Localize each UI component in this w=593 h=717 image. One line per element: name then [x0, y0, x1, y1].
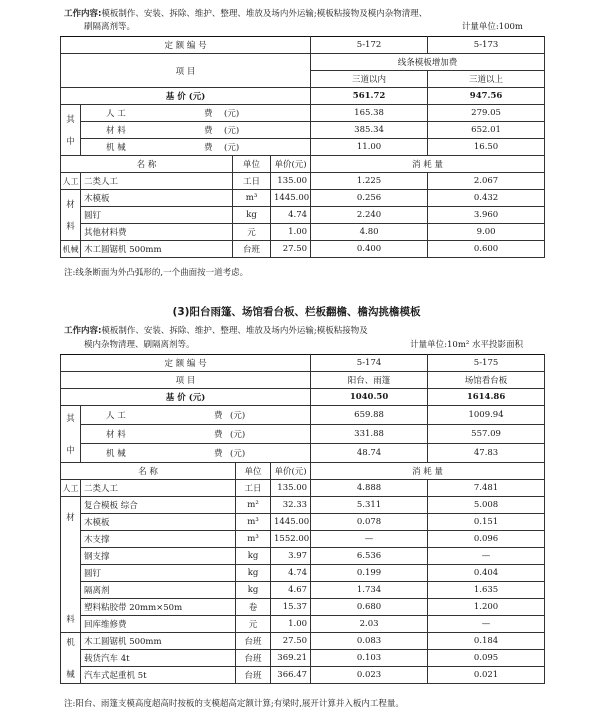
work-content-text: 模板制作、安装、拆除、维护、整理、堆放及场内外运输;模板粘接物及模内杂物清理、 — [101, 9, 428, 19]
row-unit: 卷 — [236, 599, 271, 616]
breakdown-value: 11.00 — [311, 139, 428, 156]
quota-code: 5-173 — [428, 37, 545, 54]
row-value: 7.481 — [428, 480, 545, 497]
breakdown-value: 279.05 — [428, 105, 545, 122]
item-label: 项 目 — [61, 54, 311, 88]
base-price-label: 基 价 (元) — [61, 389, 311, 406]
breakdown-row: 人 工 费 (元) — [81, 105, 311, 122]
quota-no-label: 定 额 编 号 — [61, 37, 311, 54]
row-unit: 台班 — [236, 633, 271, 650]
base-price: 561.72 — [311, 88, 428, 105]
row-unit: kg — [236, 548, 271, 565]
row-price: 27.50 — [271, 633, 311, 650]
col-header-consume: 消 耗 量 — [311, 156, 545, 173]
row-value: 0.680 — [311, 599, 428, 616]
col-header-price: 单价(元) — [271, 463, 311, 480]
row-name: 其他材料费 — [81, 224, 233, 241]
quota-table-2 — [60, 354, 545, 684]
breakdown-row: 材 料 费 (元) — [81, 425, 311, 444]
row-value: 1.635 — [428, 582, 545, 599]
quota-no-label: 定 额 编 号 — [61, 355, 311, 372]
breakdown-value: 557.09 — [428, 425, 545, 444]
row-name: 木工圆锯机 500mm — [81, 241, 233, 258]
row-value: 5.008 — [428, 497, 545, 514]
group-side-label: 人工 — [61, 173, 81, 190]
section-title: (3)阳台雨篷、场馆看台板、栏板翻檐、檐沟挑檐模板 — [172, 306, 421, 318]
breakdown-row: 材 料 费 (元) — [81, 122, 311, 139]
row-value: 6.536 — [311, 548, 428, 565]
sub-item: 三道以上 — [428, 71, 545, 88]
row-name: 圆钉 — [81, 565, 236, 582]
row-value: 0.095 — [428, 650, 545, 667]
row-name: 木支撑 — [81, 531, 236, 548]
breakdown-value: 331.88 — [311, 425, 428, 444]
table-note: 注:阳台、雨篷支模高度超高时按板的支模超高定额计算;有梁时,展开计算并入板内工程量。 — [64, 699, 404, 709]
row-value: 0.151 — [428, 514, 545, 531]
quota-table-1 — [60, 36, 545, 258]
row-name: 复合模板 综合 — [81, 497, 236, 514]
row-price: 1552.00 — [271, 531, 311, 548]
row-name: 载货汽车 4t — [81, 650, 236, 667]
work-content-text-cont: 模内杂物清理、刷隔离剂等。 — [84, 340, 195, 350]
row-unit: m³ — [233, 190, 271, 207]
row-value: — — [311, 531, 428, 548]
row-price: 3.97 — [271, 548, 311, 565]
row-unit: m² — [236, 497, 271, 514]
row-value: 4.80 — [311, 224, 428, 241]
row-price: 4.67 — [271, 582, 311, 599]
row-unit: m³ — [236, 531, 271, 548]
row-name: 圆钉 — [81, 207, 233, 224]
breakdown-value: 48.74 — [311, 444, 428, 463]
table-note: 注:线条断面为外凸弧形的,一个曲面按一道考虑。 — [64, 268, 249, 278]
col-header-name: 名 称 — [61, 463, 236, 480]
row-price: 1.00 — [271, 224, 311, 241]
group-side-label: 机 械 — [61, 633, 81, 684]
work-content-label: 工作内容: — [64, 326, 102, 336]
row-name: 回库维修费 — [81, 616, 236, 633]
row-price: 4.74 — [271, 565, 311, 582]
row-value: 0.096 — [428, 531, 545, 548]
breakdown-value: 652.01 — [428, 122, 545, 139]
row-name: 隔离剂 — [81, 582, 236, 599]
row-unit: 台班 — [233, 241, 271, 258]
quota-code: 5-172 — [311, 37, 428, 54]
row-unit: kg — [236, 565, 271, 582]
breakdown-value: 659.88 — [311, 406, 428, 425]
breakdown-side-label: 其 中 — [61, 105, 81, 156]
breakdown-value: 385.34 — [311, 122, 428, 139]
row-price: 4.74 — [271, 207, 311, 224]
row-value: 0.083 — [311, 633, 428, 650]
breakdown-row: 机 械 费 (元) — [81, 444, 311, 463]
row-unit: kg — [236, 582, 271, 599]
sub-item: 场馆看台板 — [428, 372, 545, 389]
breakdown-value: 16.50 — [428, 139, 545, 156]
row-value: 5.311 — [311, 497, 428, 514]
row-unit: 工日 — [236, 480, 271, 497]
row-price: 1445.00 — [271, 514, 311, 531]
work-content-line-2 — [84, 338, 195, 350]
breakdown-row: 人 工 费 (元) — [81, 406, 311, 425]
row-value: 0.021 — [428, 667, 545, 684]
col-header-name: 名 称 — [61, 156, 233, 173]
work-content-text-cont: 刷隔离剂等。 — [84, 22, 136, 32]
measure-unit: 计量单位:100m — [461, 22, 523, 32]
row-price: 27.50 — [271, 241, 311, 258]
work-content-line-2 — [84, 20, 135, 32]
row-value: 3.960 — [428, 207, 545, 224]
row-value: 4.888 — [311, 480, 428, 497]
row-unit: 台班 — [236, 667, 271, 684]
row-name: 木工圆锯机 500mm — [81, 633, 236, 650]
row-value: 0.023 — [311, 667, 428, 684]
group-side-label: 人工 — [61, 480, 81, 497]
work-content-text: 模板制作、安装、拆除、维护、整理、堆放及场内外运输;模板粘接物及 — [101, 326, 368, 336]
row-value: 2.03 — [311, 616, 428, 633]
row-value: 0.600 — [428, 241, 545, 258]
base-price: 947.56 — [428, 88, 545, 105]
measure-unit: 计量单位:10m² 水平投影面积 — [410, 340, 523, 350]
row-value: 0.078 — [311, 514, 428, 531]
row-value: 0.103 — [311, 650, 428, 667]
item-label: 项 目 — [61, 372, 311, 389]
group-side-label: 机械 — [61, 241, 81, 258]
row-price: 1445.00 — [271, 190, 311, 207]
col-header-consume: 消 耗 量 — [311, 463, 545, 480]
sub-item: 三道以内 — [311, 71, 428, 88]
row-name: 二类人工 — [81, 480, 236, 497]
row-value: 2.067 — [428, 173, 545, 190]
sub-item: 阳台、雨篷 — [311, 372, 428, 389]
quota-code: 5-175 — [428, 355, 545, 372]
row-price: 1.00 — [271, 616, 311, 633]
base-price: 1614.86 — [428, 389, 545, 406]
row-value: 1.734 — [311, 582, 428, 599]
row-value: 1.200 — [428, 599, 545, 616]
row-unit: 元 — [233, 224, 271, 241]
group-label: 线条模板增加费 — [311, 54, 545, 71]
row-name: 木模板 — [81, 514, 236, 531]
row-price: 366.47 — [271, 667, 311, 684]
group-side-label: 材 料 — [61, 190, 81, 241]
row-unit: 元 — [236, 616, 271, 633]
row-name: 钢支撑 — [81, 548, 236, 565]
base-price-label: 基 价 (元) — [61, 88, 311, 105]
row-value: 0.184 — [428, 633, 545, 650]
row-value: — — [428, 616, 545, 633]
breakdown-side-label: 其 中 — [61, 406, 81, 463]
row-unit: 工日 — [233, 173, 271, 190]
breakdown-row: 机 械 费 (元) — [81, 139, 311, 156]
work-content-line-1 — [64, 7, 427, 19]
row-value: 0.199 — [311, 565, 428, 582]
group-side-label: 材 料 — [61, 497, 81, 633]
row-name: 二类人工 — [81, 173, 233, 190]
breakdown-value: 47.83 — [428, 444, 545, 463]
quota-code: 5-174 — [311, 355, 428, 372]
row-price: 369.21 — [271, 650, 311, 667]
row-name: 汽车式起重机 5t — [81, 667, 236, 684]
row-value: 2.240 — [311, 207, 428, 224]
row-name: 塑料粘胶带 20mm×50m — [81, 599, 236, 616]
row-price: 32.33 — [271, 497, 311, 514]
breakdown-value: 165.38 — [311, 105, 428, 122]
work-content-label: 工作内容: — [64, 9, 102, 19]
breakdown-value: 1009.94 — [428, 406, 545, 425]
row-value: 0.432 — [428, 190, 545, 207]
row-value: 0.256 — [311, 190, 428, 207]
row-price: 15.37 — [271, 599, 311, 616]
work-content-line-1 — [64, 324, 368, 336]
col-header-unit: 单位 — [233, 156, 271, 173]
row-price: 135.00 — [271, 173, 311, 190]
col-header-price: 单价(元) — [271, 156, 311, 173]
row-value: 1.225 — [311, 173, 428, 190]
row-value: — — [428, 548, 545, 565]
col-header-unit: 单位 — [236, 463, 271, 480]
row-unit: 台班 — [236, 650, 271, 667]
row-name: 木模板 — [81, 190, 233, 207]
row-unit: m³ — [236, 514, 271, 531]
base-price: 1040.50 — [311, 389, 428, 406]
row-value: 0.400 — [311, 241, 428, 258]
row-unit: kg — [233, 207, 271, 224]
row-value: 0.404 — [428, 565, 545, 582]
row-value: 9.00 — [428, 224, 545, 241]
row-price: 135.00 — [271, 480, 311, 497]
